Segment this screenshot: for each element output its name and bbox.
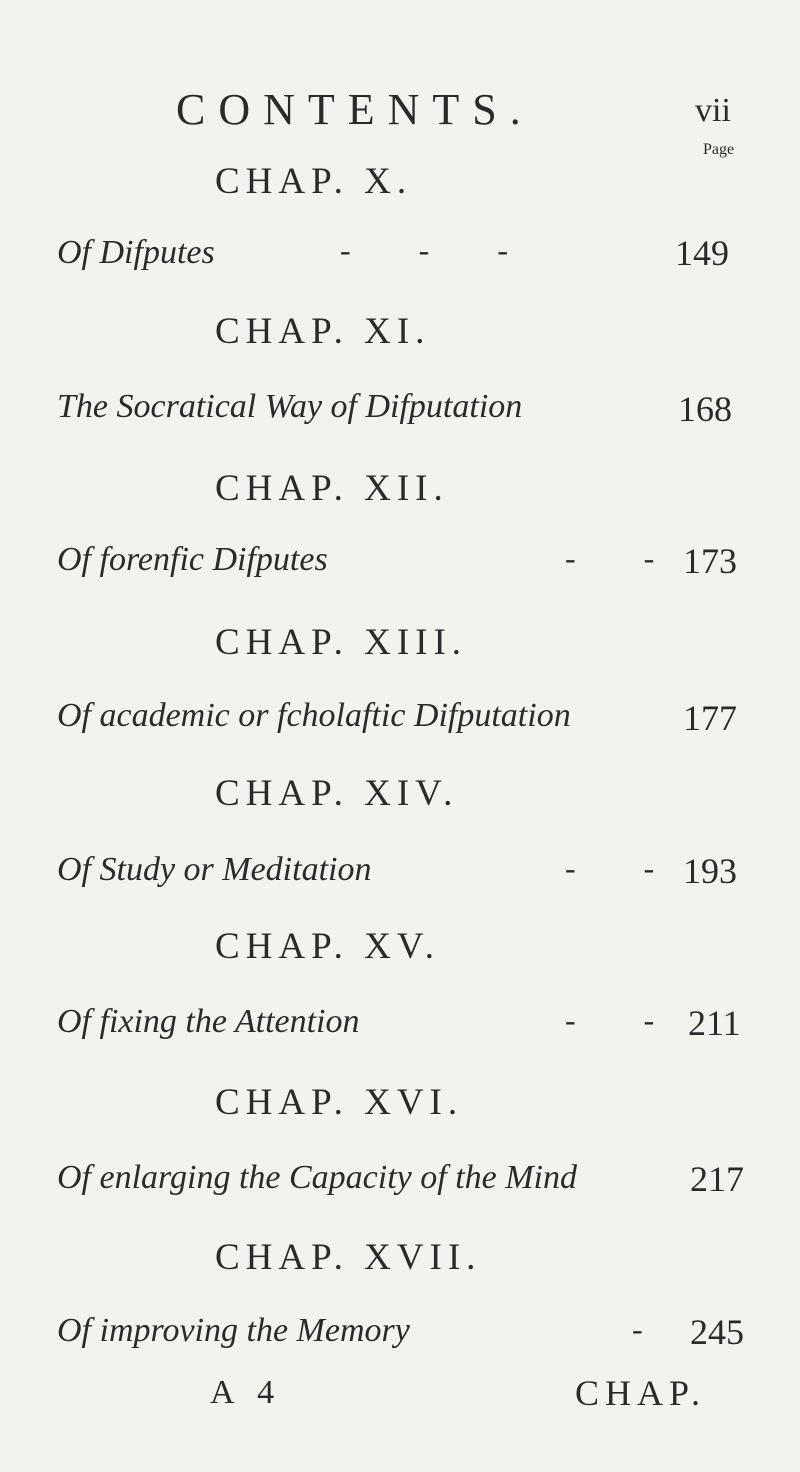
page-number: 217 [690,1159,744,1199]
chapter-heading: CHAP. XV. [215,926,441,967]
chapter-heading: CHAP. XII. [215,468,449,509]
page-number: 245 [690,1312,744,1352]
chapter-heading: CHAP. XIII. [215,622,468,663]
chapter-title: Of enlarging the Capacity of the Mind [57,1159,577,1196]
signature-mark: A 4 [210,1374,283,1411]
chapter-heading: CHAP. XVII. [215,1237,482,1278]
chapter-title: Of fixing the Attention [57,1003,360,1040]
page-column-label: Page [703,141,735,158]
page-number: 193 [683,851,737,891]
catchword: CHAP. [575,1373,707,1413]
page-number: 177 [683,698,737,738]
chapter-title: Of Study or Meditation [57,851,372,888]
chapter-heading: CHAP. XI. [215,311,431,352]
dot-leaders: - [632,1311,673,1347]
chapter-heading: CHAP. XVI. [215,1082,464,1123]
page-number: 168 [678,389,732,429]
dot-leaders: - - [565,850,685,886]
chapter-title: Of improving the Memory [57,1312,410,1349]
chapter-heading: CHAP. X. [215,161,413,202]
running-head: CONTENTS. [176,85,534,134]
chapter-title: Of Difputes [57,234,215,271]
chapter-heading: CHAP. XIV. [215,773,459,814]
page-number: 173 [683,541,737,581]
dot-leaders: - - [565,1002,685,1038]
chapter-title: The Socratical Way of Difputation [57,388,523,425]
page-number: 211 [688,1003,741,1043]
page-folio: vii [695,92,731,129]
chapter-title: Of academic or fcholaftic Difputation [57,697,571,734]
chapter-title: Of forenfic Difputes [57,541,328,578]
dot-leaders: - - - [340,232,538,268]
dot-leaders: - - [565,540,685,576]
page-number: 149 [675,233,729,273]
